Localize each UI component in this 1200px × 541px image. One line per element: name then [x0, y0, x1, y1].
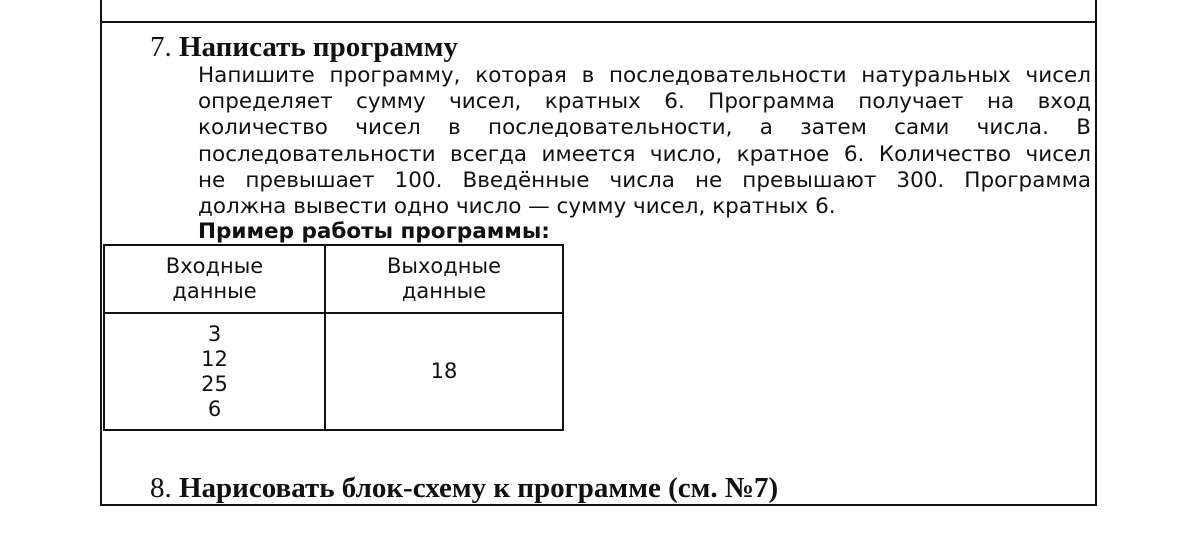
description-line: количество чисел в последовательности, а затем сами числа. В: [198, 115, 1091, 141]
input-value: 6: [207, 396, 222, 421]
description-line: последовательности всегда имеется число, кратное 6. Количество чисел: [198, 141, 1091, 167]
example-heading: Пример работы программы:: [198, 219, 550, 244]
description-line: не превышает 100. Введённые числа не превышают 300. Программа: [198, 167, 1091, 193]
top-divider: [100, 21, 1097, 23]
task-8-title-text: Нарисовать блок-схему к программе (см. №7): [179, 472, 779, 504]
header-text: данные: [401, 279, 487, 303]
description-line: Напишите программу, которая в последовательности натуральных чисел: [198, 63, 1091, 88]
description-line: должна вывести одно число — сумму чисел, кратных 6.: [198, 193, 836, 219]
input-data-cell: [104, 313, 325, 430]
task-7-description: [198, 63, 1091, 220]
example-table: [103, 244, 564, 431]
input-value: 25: [201, 371, 228, 396]
input-data-header: [104, 245, 325, 313]
header-text: данные: [172, 279, 257, 303]
input-value: 12: [201, 346, 228, 371]
output-data-header: [325, 245, 563, 313]
output-data-cell: 18: [325, 313, 563, 430]
task-7-number: 7.: [150, 31, 172, 63]
table-header-row: [104, 245, 563, 313]
task-8-title: [150, 471, 778, 505]
task-7-title-text: Написать программу: [179, 31, 459, 63]
description-line: определяет сумму чисел, кратных 6. Программа получает на вход: [198, 89, 1091, 115]
task-8-number: 8.: [150, 472, 172, 504]
header-text: Входные: [165, 254, 264, 278]
input-value: 3: [207, 321, 222, 346]
table-row: [104, 313, 563, 430]
header-text: Выходные: [386, 254, 501, 278]
task-7-title: [150, 30, 458, 64]
